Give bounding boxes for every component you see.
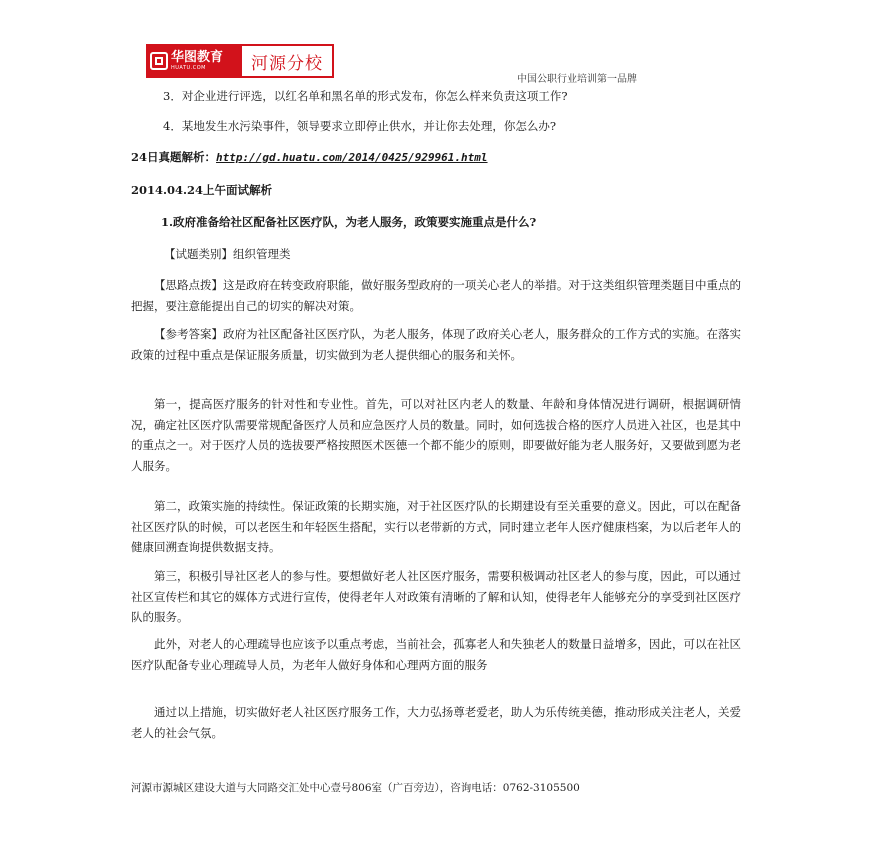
category-paragraph: 【试题类别】组织管理类 [164, 247, 291, 261]
section-24-line [131, 147, 741, 169]
logo-name: 华图教育 [171, 50, 224, 65]
question-4: 4．某地发生水污染事件，领导要求立即停止供水，并让你去处理，你怎么办? [163, 119, 556, 133]
point-1-paragraph: 第一，提高医疗服务的针对性和专业性。首先，可以对社区内老人的数量、年龄和身体情况进行调研，根据调研情况，确定社区医疗队需要常规配备医疗人员和应急医疗人员的数量。同时，如何选拔合格的医疗人员进入社区，也是其中的重点之一。对于医疗人员的选拔要严格按照医术医德一个都不能少的原则，即要做好能为老人服务好，又要做到愿为老人服务。 [131, 397, 741, 473]
header-slogan: 中国公职行业培训第一品牌 [517, 74, 637, 85]
point-2-paragraph: 第二，政策实施的持续性。保证政策的长期实施，对于社区医疗队的长期建设有至关重要的意义。因此，可以在配备社区医疗队的时候，可以老医生和年轻医生搭配，实行以老带新的方式，同时建立老年人医疗健康档案，为以后老年人的健康回溯查询提供数据支持。 [131, 499, 741, 554]
huatu-logo-icon [150, 52, 168, 70]
conclusion-paragraph: 通过以上措施，切实做好老人社区医疗服务工作，大力弘扬尊老爱老，助人为乐传统美德，推动形成关注老人，关爱老人的社会气氛。 [131, 705, 741, 740]
logo-brand-block [146, 44, 242, 78]
point-3-paragraph: 第三，积极引导社区老人的参与性。要想做好老人社区医疗服务，需要积极调动社区老人的参与度，因此，可以通过社区宣传栏和其它的媒体方式进行宣传，使得老年人对政策有清晰的了解和认知，使得老年人能够充分的享受到社区医疗队的服务。 [131, 569, 741, 624]
question-3: 3．对企业进行评选，以红名单和黑名单的形式发布，你怎么样来负责这项工作? [163, 89, 568, 103]
extra-paragraph: 此外，对老人的心理疏导也应该予以重点考虑，当前社会，孤寡老人和失独老人的数量日益增多，因此，可以在社区医疗队配备专业心理疏导人员，为老年人做好身体和心理两方面的服务 [131, 637, 741, 672]
section-24-label: 24日真题解析： [131, 150, 217, 164]
footer-address: 河源市源城区建设大道与大同路交汇处中心壹号806室（广百旁边），咨询电话：0762-3105500 [131, 782, 580, 794]
logo-branch: 河源分校 [242, 44, 334, 78]
thinking-paragraph: 【思路点拨】这是政府在转变政府职能，做好服务型政府的一项关心老人的举措。对于这类组织管理类题目中重点的把握，要注意能提出自己的切实的解决对策。 [131, 278, 741, 313]
section-24-link[interactable]: http://gd.huatu.com/2014/0425/929961.html [216, 151, 488, 164]
date-heading: 2014.04.24上午面试解析 [131, 183, 273, 197]
question-1-heading: 1.政府准备给社区配备社区医疗队，为老人服务，政策要实施重点是什么? [161, 215, 537, 229]
logo-sub: HUATU.COM [171, 65, 206, 71]
answer-paragraph: 【参考答案】政府为社区配备社区医疗队，为老人服务，体现了政府关心老人，服务群众的工作方式的实施。在落实政策的过程中重点是保证服务质量，切实做到为老人提供细心的服务和关怀。 [131, 327, 741, 362]
huatu-logo [146, 44, 334, 78]
